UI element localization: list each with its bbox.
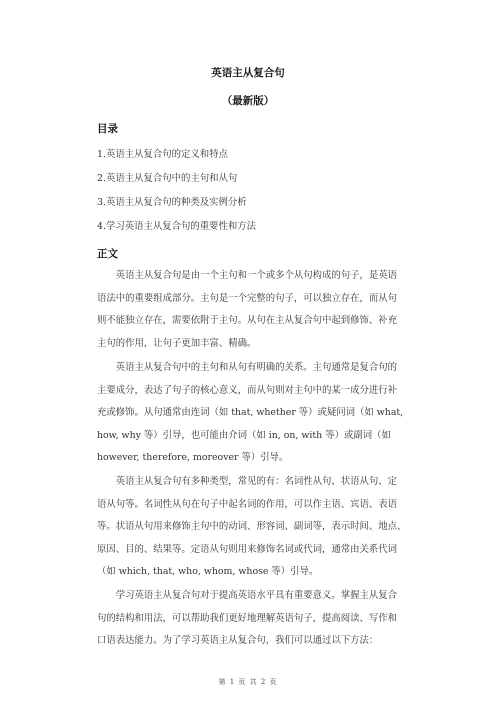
paragraph-line: 主要成分，表达了句子的核心意义，而从句则对主句中的某一成分进行补 xyxy=(97,384,398,396)
paragraph-line: （如 which, that, who, whom, whose 等）引导。 xyxy=(97,566,319,577)
paragraph-line: 口语表达能力。为了学习英语主从复合句，我们可以通过以下方法： xyxy=(97,635,379,646)
paragraph xyxy=(97,585,399,653)
paragraph xyxy=(97,265,399,355)
toc-item: 2.英语主从复合句中的主句和从句 xyxy=(97,173,238,184)
paragraph-line: 语从句等。名词性从句在句子中起名词的作用，可以作主语、宾语、表语 xyxy=(97,498,398,510)
paragraph-line: 英语主从复合句中的主句和从句有明确的关系。主句通常是复合句的 xyxy=(97,362,398,373)
paragraph-line: 语法中的重要组成部分。主句是一个完整的句子，可以独立存在，而从句 xyxy=(97,292,398,304)
paragraph-line: 句的结构和用法，可以帮助我们更好地理解英语句子，提高阅读、写作和 xyxy=(97,612,398,624)
body-heading: 正文 xyxy=(97,248,118,260)
paragraph-line: 学习英语主从复合句对于提高英语水平具有重要意义。掌握主从复合 xyxy=(97,590,398,601)
document-title: 英语主从复合句 xyxy=(211,67,285,79)
paragraph-line: how, why 等）引导，也可能由介词（如 in, on, with 等）或副词（如 xyxy=(97,429,391,441)
page-footer: 第 1 页 共 2 页 xyxy=(218,678,278,686)
paragraph xyxy=(97,357,404,470)
paragraph-line: 主句的作用，让句子更加丰富、精确。 xyxy=(97,337,257,349)
paragraph-line: 等。状语从句用来修饰主句中的动词、形容词、副词等，表示时间、地点、 xyxy=(97,521,407,532)
paragraph-line: however, therefore, moreover 等）引导。 xyxy=(97,452,289,463)
paragraph xyxy=(97,471,407,584)
document-subtitle: （最新版） xyxy=(221,95,275,107)
paragraph-line: 充或修饰。从句通常由连词（如 that, whether 等）或疑问词（如 what, xyxy=(97,407,404,418)
toc-item: 4.学习英语主从复合句的重要性和方法 xyxy=(97,221,256,232)
paragraph-line: 英语主从复合句有多种类型，常见的有：名词性从句、状语从句、定 xyxy=(97,476,398,487)
paragraph-line: 原因、目的、结果等。定语从句则用来修饰名词或代词，通常由关系代词 xyxy=(97,543,398,555)
paragraph-line: 英语主从复合句是由一个主句和一个或多个从句构成的句子，是英语 xyxy=(97,270,398,281)
toc-heading: 目录 xyxy=(97,123,118,135)
toc-item: 1.英语主从复合句的定义和特点 xyxy=(97,149,228,160)
paragraph-line: 则不能独立存在，需要依附于主句。从句在主从复合句中起到修饰、补充 xyxy=(97,315,398,326)
toc-item: 3.英语主从复合句的种类及实例分析 xyxy=(97,197,247,208)
